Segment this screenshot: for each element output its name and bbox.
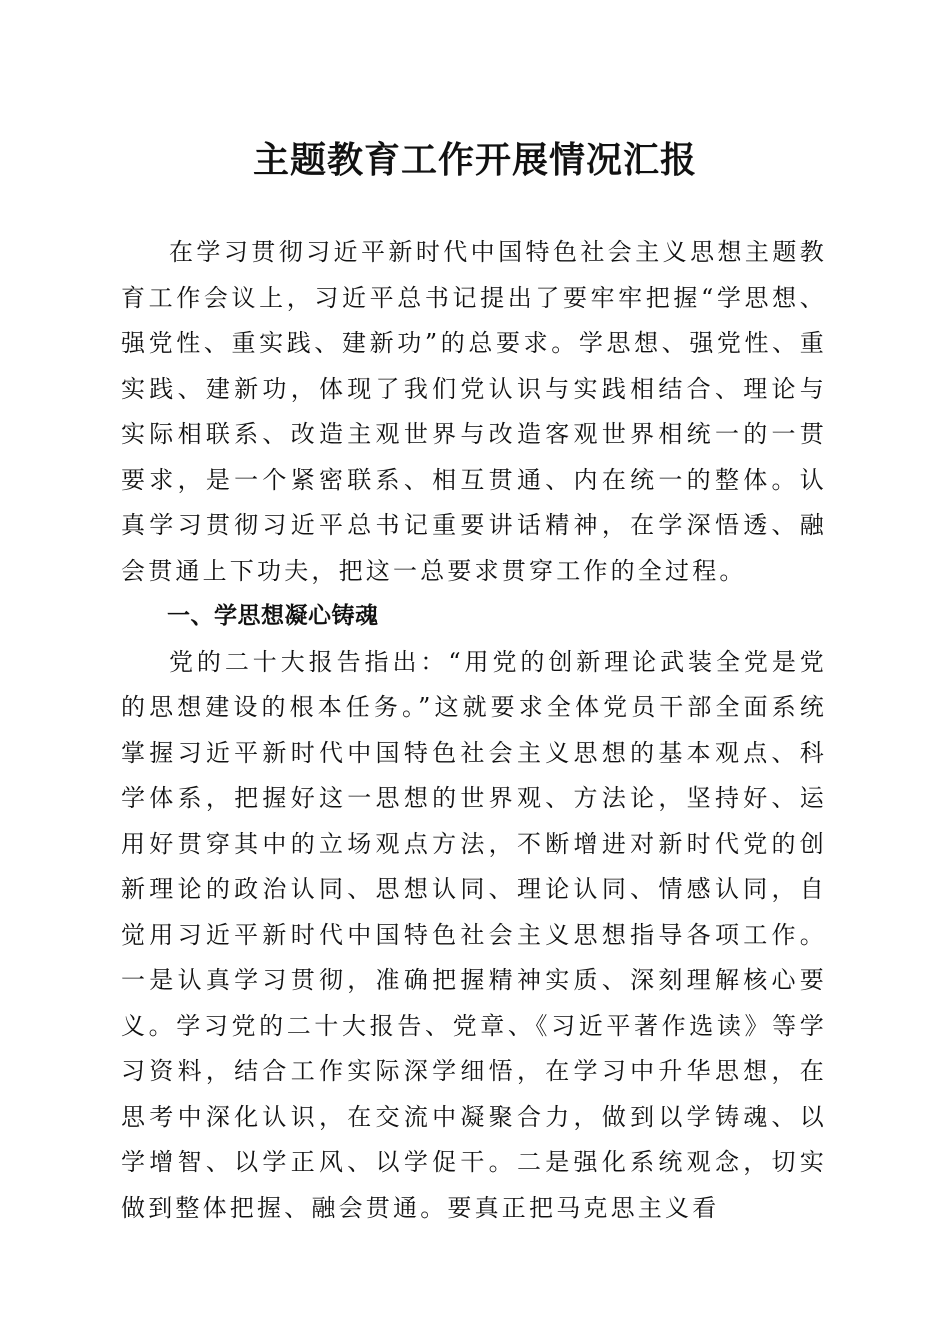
- section-1-paragraph: 党的二十大报告指出：“用党的创新理论武装全党是党的思想建设的根本任务。”这就要求全体党员干部全面系统掌握习近平新时代中国特色社会主义思想的基本观点、科学体系，把握好这一思想的世界观、方法论，坚持好、运用好贯穿其中的立场观点方法，不断增进对新时代党的创新理论的政治认同、思想认同、理论认同、情感认同，自觉用习近平新时代中国特色社会主义思想指导各项工作。一是认真学习贯彻，准确把握精神实质、深刻理解核心要义。学习党的二十大报告、党章、《习近平著作选读》等学习资料，结合工作实际深学细悟，在学习中升华思想，在思考中深化认识，在交流中凝聚合力，做到以学铸魂、以学增智、以学正风、以学促干。二是强化系统观念，切实做到整体把握、融会贯通。要真正把马克思主义看: [121, 647, 827, 1222]
- document-title: 主题教育工作开展情况汇报: [252, 139, 697, 181]
- document-body: [121, 230, 827, 1231]
- section-heading-1: 一、学思想凝心铸魂: [167, 603, 379, 629]
- intro-paragraph: 在学习贯彻习近平新时代中国特色社会主义思想主题教育工作会议上，习近平总书记提出了要牢牢把握“学思想、强党性、重实践、建新功”的总要求。学思想、强党性、重实践、建新功，体现了我们党认识与实践相结合、理论与实际相联系、改造主观世界与改造客观世界相统一的一贯要求，是一个紧密联系、相互贯通、内在统一的整体。认真学习贯彻习近平总书记重要讲话精神，在学深悟透、融会贯通上下功夫，把这一总要求贯穿工作的全过程。: [121, 238, 827, 585]
